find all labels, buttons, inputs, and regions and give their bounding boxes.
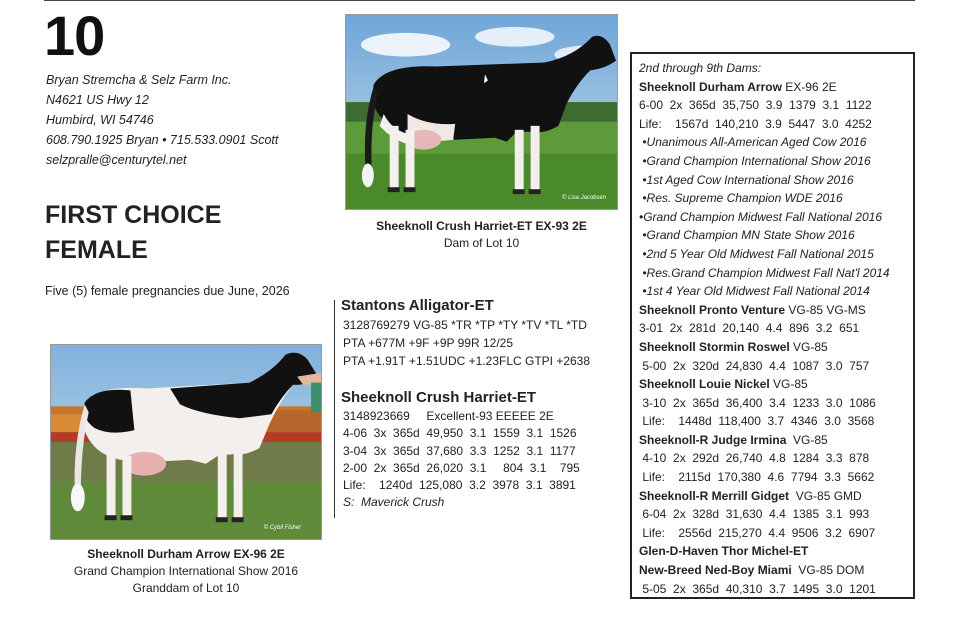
headline-line-1: FIRST CHOICE bbox=[45, 201, 222, 229]
ancestor-name-text: Sheeknoll Durham Arrow bbox=[639, 79, 782, 94]
dam-lifetime-record: Life: 1240d 125,080 3.2 3978 3.1 3891 bbox=[343, 478, 576, 493]
consignor-email[interactable]: selzpralle@centurytel.net bbox=[46, 153, 187, 167]
ancestor-record: 4-10 2x 292d 26,740 4.8 1284 3.3 878 bbox=[639, 451, 870, 466]
ancestor-name-text: Sheeknoll Louie Nickel bbox=[639, 377, 770, 392]
sire-pta-type: PTA +1.91T +1.51UDC +1.23FLC GTPI +2638 bbox=[343, 354, 591, 368]
granddam-photo-image bbox=[51, 345, 321, 539]
offering-note: Five (5) female pregnancies due June, 2026 bbox=[45, 284, 290, 298]
ancestor-honor: •Res.Grand Champion Midwest Fall Nat'l 2014 bbox=[639, 265, 890, 280]
ancestor-name bbox=[639, 561, 907, 580]
offering-headline bbox=[45, 198, 221, 268]
dam-photo bbox=[345, 14, 618, 210]
ancestor-honor: •Unanimous All-American Aged Cow 2016 bbox=[639, 135, 867, 150]
pedigree-bracket bbox=[334, 300, 335, 518]
ancestor-record: Life: 2556d 215,270 4.4 9506 3.2 6907 bbox=[639, 525, 876, 540]
ancestor-honor: •Grand Champion MN State Show 2016 bbox=[639, 228, 855, 243]
ancestor-score: VG-85 bbox=[786, 432, 828, 447]
granddam-photo bbox=[50, 344, 322, 540]
granddam-photo-watermark: © Cybil Fisher bbox=[263, 525, 302, 532]
ancestor-name-text: Sheeknoll Stormin Roswel bbox=[639, 339, 790, 354]
granddam-photo-honor: Grand Champion International Show 2016 bbox=[73, 564, 299, 578]
consignor-name: Bryan Stremcha & Selz Farm Inc. bbox=[46, 73, 232, 87]
dam-photo-relation: Dam of Lot 10 bbox=[443, 236, 520, 250]
ancestor-score: VG-85 VG-MS bbox=[785, 302, 866, 317]
ancestor-honor: •Grand Champion Midwest Fall National 2016 bbox=[639, 209, 882, 224]
ancestor-record: 3-01 2x 281d 20,140 4.4 896 3.2 651 bbox=[639, 321, 860, 336]
ancestor-record: 5-05 2x 365d 40,310 3.7 1495 3.0 1201 bbox=[639, 581, 876, 596]
granddam-photo-relation: Granddam of Lot 10 bbox=[132, 581, 240, 595]
ancestor-score: EX-96 2E bbox=[781, 79, 837, 94]
dam-block bbox=[341, 388, 580, 512]
sire-pta-production: PTA +677M +9F +9P 99R 12/25 bbox=[343, 336, 514, 350]
dam-photo-caption bbox=[340, 218, 623, 252]
ancestor-honor: •1st 4 Year Old Midwest Fall National 2014 bbox=[639, 284, 870, 299]
ancestor-name bbox=[639, 431, 907, 450]
dam-record: 4-06 3x 365d 49,950 3.1 1559 3.1 1526 bbox=[343, 426, 577, 441]
sire-block bbox=[341, 296, 590, 370]
ancestor-record: 6-00 2x 365d 35,750 3.9 1379 3.1 1122 bbox=[639, 98, 872, 113]
dam-record: 3-04 3x 365d 37,680 3.3 1252 3.1 1177 bbox=[343, 443, 576, 458]
ancestor-honor: •1st Aged Cow International Show 2016 bbox=[639, 172, 854, 187]
consignor-phone: 608.790.1925 Bryan • 715.533.0901 Scott bbox=[46, 133, 279, 147]
ancestor-name-text: Sheeknoll Pronto Venture bbox=[639, 302, 786, 317]
ancestor-name-text: Sheeknoll-R Merrill Gidget bbox=[639, 488, 790, 503]
ancestor-record: 3-10 2x 365d 36,400 3.4 1233 3.0 1086 bbox=[639, 395, 876, 410]
ancestor-name-text: New-Breed Ned-Boy Miami bbox=[639, 563, 792, 578]
dam-name: Sheeknoll Crush Harriet-ET bbox=[341, 389, 537, 406]
ancestor-honor: •Res. Supreme Champion WDE 2016 bbox=[639, 191, 843, 206]
ancestor-score: VG-85 bbox=[769, 377, 808, 392]
dam-record: 2-00 2x 365d 26,020 3.1 804 3.1 795 bbox=[343, 460, 580, 475]
dam-photo-watermark: © Lisa Jacobsen bbox=[562, 195, 607, 202]
granddam-photo-name: Sheeknoll Durham Arrow EX-96 2E bbox=[87, 547, 285, 561]
ancestor-name bbox=[639, 375, 907, 394]
ancestor-record: Life: 1567d 140,210 3.9 5447 3.0 4252 bbox=[639, 116, 872, 131]
dam-sire-line: S: Maverick Crush bbox=[343, 495, 445, 510]
ancestor-name bbox=[639, 301, 907, 320]
extended-dams-box bbox=[630, 52, 915, 599]
ancestor-name bbox=[639, 78, 907, 97]
sire-registration: 3128769279 VG-85 *TR *TP *TY *TV *TL *TD bbox=[343, 318, 587, 332]
consignor-address: N4621 US Hwy 12 bbox=[46, 93, 149, 107]
ancestor-name bbox=[639, 487, 907, 506]
ancestor-name bbox=[639, 338, 907, 357]
ancestor-record: Life: 1448d 118,400 3.7 4346 3.0 3568 bbox=[639, 414, 875, 429]
ancestor-name-text: Glen-D-Haven Thor Michel-ET bbox=[639, 544, 809, 559]
ancestor-score: VG-85 bbox=[789, 339, 828, 354]
ancestor-score: VG-85 DOM bbox=[791, 563, 865, 578]
ancestor-name-text: Sheeknoll-R Judge Irmina bbox=[639, 432, 787, 447]
top-rule bbox=[44, 0, 915, 1]
dams-list bbox=[639, 78, 907, 599]
consignor-block bbox=[46, 70, 278, 170]
ancestor-score: VG-85 GMD bbox=[789, 488, 862, 503]
ancestor-name bbox=[639, 542, 907, 561]
dam-photo-name: Sheeknoll Crush Harriet-ET EX-93 2E bbox=[376, 219, 587, 233]
dams-box-heading: 2nd through 9th Dams: bbox=[639, 61, 762, 75]
ancestor-record: Life: 2115d 170,380 4.6 7794 3.3 5662 bbox=[639, 470, 875, 485]
ancestor-honor: •2nd 5 Year Old Midwest Fall National 2015 bbox=[639, 246, 874, 261]
dam-registration: 3148923669 Excellent-93 EEEEE 2E bbox=[343, 409, 554, 423]
sire-name: Stantons Alligator-ET bbox=[341, 297, 494, 314]
ancestor-record: 6-04 2x 328d 31,630 4.4 1385 3.1 993 bbox=[639, 507, 870, 522]
granddam-photo-caption bbox=[45, 546, 327, 597]
lot-number: 10 bbox=[44, 4, 105, 67]
ancestor-honor: •Grand Champion International Show 2016 bbox=[639, 153, 871, 168]
consignor-city: Humbird, WI 54746 bbox=[46, 113, 154, 127]
ancestor-record: 5-00 2x 320d 24,830 4.4 1087 3.0 757 bbox=[639, 358, 870, 373]
dam-photo-image bbox=[346, 15, 617, 209]
headline-line-2: FEMALE bbox=[45, 236, 148, 264]
